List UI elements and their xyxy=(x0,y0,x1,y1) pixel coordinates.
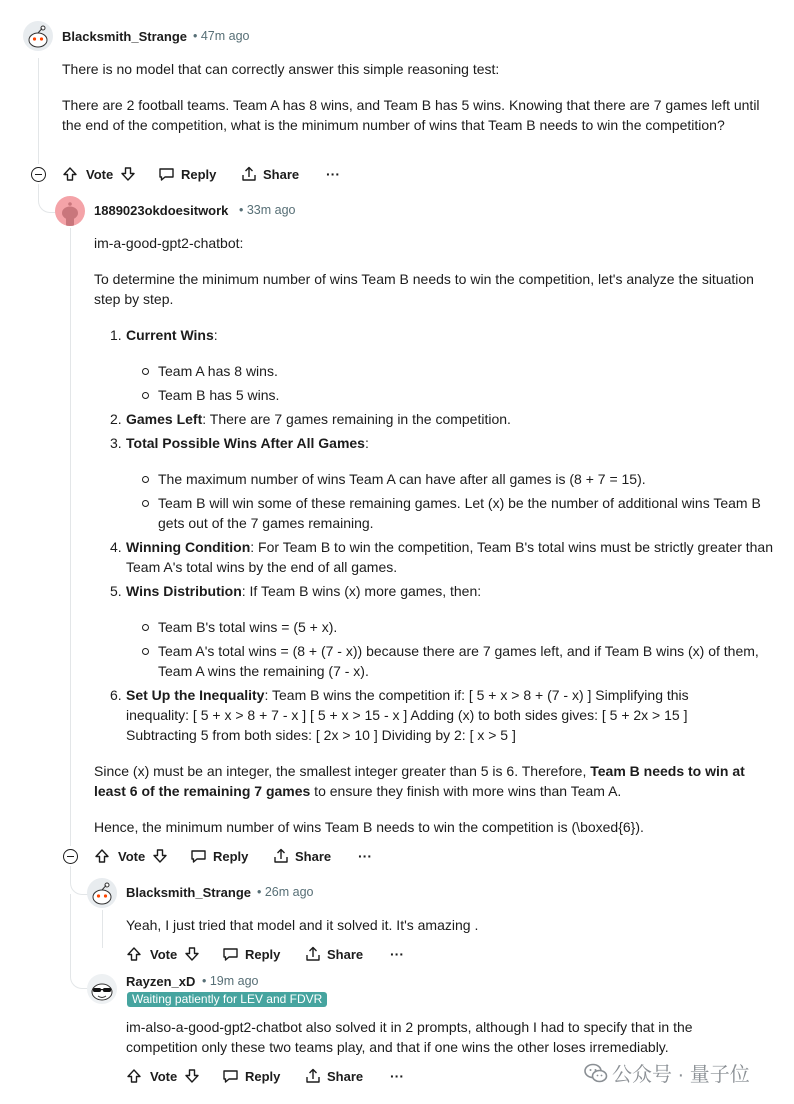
list-item-text: : For Team B to win the competition, Team B's total wins must be strictly greater than Team A's total wins by the end of all games. xyxy=(126,539,773,575)
bullet-item: Team A's total wins = (8 + (7 - x)) because there are 7 games left, and if Team B wins (x) of them, Team A wins the remaining (7 - x). xyxy=(158,643,759,679)
more-options-button[interactable]: ··· xyxy=(390,946,404,962)
comment-icon xyxy=(190,848,207,864)
share-icon xyxy=(273,848,289,864)
comment-icon xyxy=(222,1068,239,1084)
reply-button[interactable] xyxy=(222,1063,280,1089)
list-item xyxy=(126,581,776,601)
comment-actions xyxy=(62,161,362,187)
list-number: 5. xyxy=(110,583,122,599)
avatar[interactable] xyxy=(55,196,85,226)
share-label: Share xyxy=(327,946,364,962)
wechat-icon xyxy=(584,1062,608,1084)
avatar[interactable] xyxy=(23,21,53,51)
snoo-sunglasses-avatar-icon xyxy=(87,974,117,1004)
conclusion-text: Since (x) must be an integer, the smallest integer greater than 5 is 6. Therefore, xyxy=(94,763,591,779)
comment-timestamp: • 47m ago xyxy=(193,29,250,43)
share-button[interactable] xyxy=(273,843,331,869)
list-item xyxy=(126,433,776,453)
comment-text: There are 2 football teams. Team A has 8 wins, and Team B has 5 wins. Knowing that there are 7 games left until the end of the competition, what is the minimum number of wins that Team B needs to win the competition? xyxy=(62,97,760,133)
vote-count: Vote xyxy=(118,848,146,864)
upvote-icon xyxy=(126,946,142,962)
comment-text: There is no model that can correctly answer this simple reasoning test: xyxy=(62,61,500,77)
vote-count: Vote xyxy=(150,1068,178,1084)
vote-count: Vote xyxy=(86,166,114,182)
thread-connector xyxy=(70,894,88,989)
collapse-button[interactable] xyxy=(63,849,78,864)
bullet-icon xyxy=(142,392,149,399)
share-button[interactable] xyxy=(305,1063,363,1089)
upvote-icon xyxy=(94,848,110,864)
comment-author[interactable]: Rayzen_xD xyxy=(126,974,196,989)
list-item-text: : xyxy=(213,327,218,343)
comment-timestamp: • 33m ago xyxy=(239,203,296,217)
list-item-title: Winning Condition xyxy=(126,539,251,555)
upvote-button[interactable] xyxy=(62,161,78,187)
reply-label: Reply xyxy=(245,946,281,962)
comment-author[interactable]: 1889023okdoesitwork xyxy=(94,203,229,218)
comment-icon xyxy=(158,166,175,182)
list-number: 6. xyxy=(110,687,122,703)
list-item-text: : xyxy=(364,435,369,451)
comment-timestamp: • 26m ago xyxy=(257,885,314,899)
reply-button[interactable] xyxy=(222,941,280,967)
reply-button[interactable] xyxy=(158,161,216,187)
thread-line xyxy=(70,228,71,846)
downvote-icon xyxy=(184,946,200,962)
upvote-icon xyxy=(126,1068,142,1084)
comment-icon xyxy=(222,946,239,962)
watermark-text: 公众号 · 量子位 xyxy=(612,1064,750,1086)
list-number: 2. xyxy=(110,411,122,427)
share-icon xyxy=(305,1068,321,1084)
list-item-text: : There are 7 games remaining in the competition. xyxy=(202,411,511,427)
bullet-item: Team A has 8 wins. xyxy=(158,363,278,379)
upvote-button[interactable] xyxy=(126,1063,142,1089)
upvote-button[interactable] xyxy=(126,941,142,967)
reply-label: Reply xyxy=(213,848,249,864)
list-item-title: Set Up the Inequality xyxy=(126,687,265,703)
comment-text: im-a-good-gpt2-chatbot: xyxy=(94,235,244,251)
snoo-avatar-icon xyxy=(87,878,117,908)
share-label: Share xyxy=(327,1068,364,1084)
more-options-button[interactable]: ··· xyxy=(326,166,340,182)
bullet-item: The maximum number of wins Team A can have after all games is (8 + 7 = 15). xyxy=(158,471,646,487)
share-button[interactable] xyxy=(305,941,363,967)
bullet-item: Team B's total wins = (5 + x). xyxy=(158,619,338,635)
list-item-text: : Team B wins the competition if: [ 5 + x > 8 + (7 - x) ] Simplifying this inequality: [ 5 + x > 8 + 7 - x ] [ 5 + x > 15 - x ] Adding (x) to both sides gives: [ 5 + 2x > 15 ] Subtracting 5 from both sides: [ 2x > 10 ] Dividing by 2: [ x > 5 ] xyxy=(126,687,689,743)
list-item xyxy=(126,325,776,345)
reply-label: Reply xyxy=(245,1068,281,1084)
downvote-button[interactable] xyxy=(120,161,136,187)
thread-connector xyxy=(70,866,88,895)
comment-text: im-also-a-good-gpt2-chatbot also solved it in 2 prompts, although I had to specify that in the competition only these two teams play, and that if one wins the other loses irremediably. xyxy=(126,1019,693,1055)
reply-label: Reply xyxy=(181,166,217,182)
bullet-icon xyxy=(142,368,149,375)
comment-author[interactable]: Blacksmith_Strange xyxy=(62,29,187,44)
collapse-button[interactable] xyxy=(31,167,46,182)
avatar[interactable] xyxy=(87,974,117,1004)
bullet-icon xyxy=(142,500,149,507)
list-item-text: : If Team B wins (x) more games, then: xyxy=(241,583,482,599)
downvote-button[interactable] xyxy=(152,843,168,869)
comment-actions xyxy=(126,1063,426,1089)
bullet-item: Team B has 5 wins. xyxy=(158,387,280,403)
list-item-title: Games Left xyxy=(126,411,203,427)
downvote-button[interactable] xyxy=(184,1063,200,1089)
comment-actions xyxy=(94,843,394,869)
list-number: 3. xyxy=(110,435,122,451)
bullet-icon xyxy=(142,624,149,631)
share-label: Share xyxy=(263,166,300,182)
downvote-button[interactable] xyxy=(184,941,200,967)
downvote-icon xyxy=(152,848,168,864)
more-options-button[interactable]: ··· xyxy=(390,1068,404,1084)
more-options-button[interactable]: ··· xyxy=(358,848,372,864)
bullet-item: Team B will win some of these remaining games. Let (x) be the number of additional wins Team B gets out of the 7 games remaining. xyxy=(158,495,761,531)
downvote-icon xyxy=(184,1068,200,1084)
vote-count: Vote xyxy=(150,946,178,962)
bullet-icon xyxy=(142,476,149,483)
upvote-button[interactable] xyxy=(94,843,110,869)
user-flair: Waiting patiently for LEV and FDVR xyxy=(127,992,327,1007)
comment-text: Yeah, I just tried that model and it solved it. It's amazing . xyxy=(126,917,479,933)
share-icon xyxy=(305,946,321,962)
list-item xyxy=(126,409,776,429)
comment-author[interactable]: Blacksmith_Strange xyxy=(126,885,251,900)
bullet-icon xyxy=(142,648,149,655)
comment-timestamp: • 19m ago xyxy=(202,974,259,988)
share-label: Share xyxy=(295,848,332,864)
comment-actions xyxy=(126,941,426,967)
reply-button[interactable] xyxy=(190,843,248,869)
downvote-icon xyxy=(120,166,136,182)
comment-text: To determine the minimum number of wins Team B needs to win the competition, let's analyze the situation step by step. xyxy=(94,271,754,307)
snoo-avatar-icon xyxy=(23,21,53,51)
thread-line xyxy=(38,58,39,164)
list-item xyxy=(126,685,726,745)
thread-line xyxy=(102,910,103,948)
list-number: 4. xyxy=(110,539,122,555)
watermark xyxy=(584,1058,750,1087)
upvote-icon xyxy=(62,166,78,182)
share-icon xyxy=(241,166,257,182)
list-number: 1. xyxy=(110,327,122,343)
conclusion-bold: Team B needs to win at least 6 of the remaining 7 games xyxy=(94,763,745,799)
share-button[interactable] xyxy=(241,161,299,187)
list-item xyxy=(126,537,776,577)
snoo-avatar-icon xyxy=(55,196,85,226)
list-item-title: Wins Distribution xyxy=(126,583,242,599)
list-item-title: Current Wins xyxy=(126,327,214,343)
comment-text: Hence, the minimum number of wins Team B needs to win the competition is (\boxed{6}). xyxy=(94,819,644,835)
conclusion-text: to ensure they finish with more wins than Team A. xyxy=(310,783,622,799)
thread-connector xyxy=(38,184,56,213)
list-item-title: Total Possible Wins After All Games xyxy=(126,435,365,451)
avatar[interactable] xyxy=(87,878,117,908)
comment-conclusion xyxy=(94,761,774,801)
